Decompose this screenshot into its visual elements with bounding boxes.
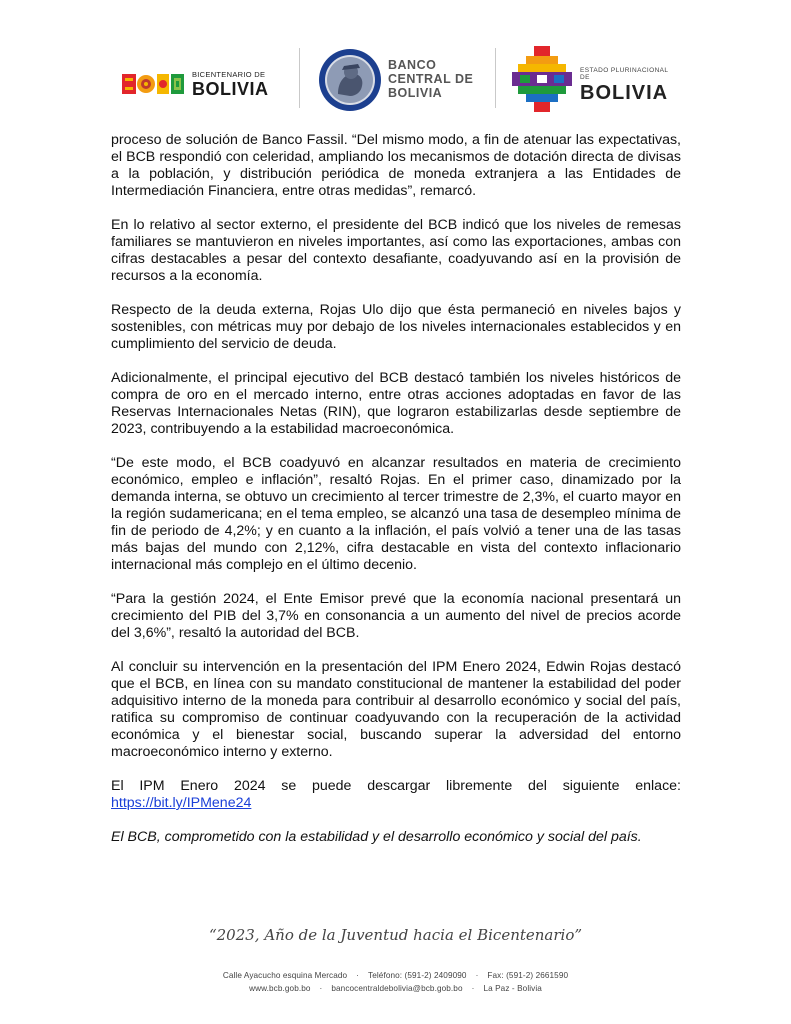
- paragraph: En lo relativo al sector externo, el presidente del BCB indicó que los niveles de remesas familiares se mantuvieron en niveles importantes, así como las exportaciones, ambas con cifras destacables a pesar del contexto desafiante, coadyuvando así en la provisión de recursos a la economía.: [111, 217, 681, 284]
- footer-website[interactable]: www.bcb.gob.bo: [249, 984, 311, 993]
- bcb-seal-icon: [318, 48, 382, 112]
- estado-plurinacional-logo: [512, 46, 672, 116]
- separator-dot: ·: [356, 971, 360, 980]
- footer-contact-line: [0, 984, 791, 993]
- separator-dot: ·: [475, 971, 479, 980]
- paragraph: proceso de solución de Banco Fassil. “Del mismo modo, a fin de atenuar las expectativas, el BCB respondió con celeridad, ampliando los mecanismos de dotación directa de divisas a la población, y distribución periódica de moneda extranjera a las Entidades de Intermediación Financiera, entre otras medidas”, remarcó.: [111, 132, 681, 199]
- footer-fax: Fax: (591-2) 2661590: [487, 971, 569, 980]
- download-paragraph: [111, 778, 681, 812]
- paragraph: Respecto de la deuda externa, Rojas Ulo dijo que ésta permaneció en niveles bajos y sostenibles, con métricas muy por debajo de los niveles internacionales establecidos y en cumplimiento del servicio de deuda.: [111, 302, 681, 352]
- paragraph: “Para la gestión 2024, el Ente Emisor prevé que la economía nacional presentará un crecimiento del PIB del 3,7% en consonancia a un aumento del nivel de precios acorde del 3,6%”, resaltó la autoridad del BCB.: [111, 591, 681, 641]
- paragraph: “De este modo, el BCB coadyuvó en alcanzar resultados en materia de crecimiento económico, empleo e inflación”, resaltó Rojas. En el primer caso, dinamizado por la demanda interna, se obtuvo un crecimiento al tercer trimestre de 2,3%, el cuarto mayor en la región sudamericana; en el tema empleo, se alcanzó una tasa de desempleo mínima de fin de periodo de 4,2%; y en cuanto a la inflación, el país volvió a tener una de las tasas más bajas del mundo con 2,12%, cifra destacable en vista del contexto inflacionario internacional más complejo en el último decenio.: [111, 455, 681, 573]
- bicentenario-emblem-icon: [122, 74, 184, 94]
- estado-big-text: BOLIVIA: [580, 82, 669, 104]
- footer-contact-line: [0, 971, 791, 980]
- footer-phone: Teléfono: (591-2) 2409090: [368, 971, 467, 980]
- bicentenario-big-text: BOLIVIA: [192, 78, 269, 99]
- footer-city: La Paz - Bolivia: [483, 984, 542, 993]
- footer-motto: “2023, Año de la Juventud hacia el Bicentenario”: [208, 926, 583, 944]
- bcb-name-line3: BOLIVIA: [388, 86, 443, 100]
- paragraph: Adicionalmente, el principal ejecutivo del BCB destacó también los niveles históricos de compra de oro en el mercado interno, entre otras acciones adoptadas en favor de las Reservas Internacionales Netas (RIN), que lograron estabilizarlas desde septiembre de 2023, contribuyendo a la estabilidad macroeconómica.: [111, 370, 681, 437]
- press-release-body: [111, 132, 681, 863]
- footer-email[interactable]: bancocentraldebolivia@bcb.gob.bo: [331, 984, 463, 993]
- paragraph: Al concluir su intervención en la presentación del IPM Enero 2024, Edwin Rojas destacó que el BCB, en línea con su mandato constitucional de mantener la estabilidad del poder adquisitivo interno de la moneda para contribuir al desarrollo económico y social del país, ratifica su compromiso de continuar coadyuvando con la recuperación de la actividad económica y el bienestar social, buscando superar la adversidad del entorno macroeconómico interno y externo.: [111, 659, 681, 760]
- bicentenario-small-text: BICENTENARIO DE: [192, 70, 266, 79]
- bcb-logo: [318, 48, 488, 114]
- letterhead: [0, 38, 791, 128]
- bcb-name-line2: CENTRAL DE: [388, 72, 474, 86]
- download-text: El IPM Enero 2024 se puede descargar libremente del siguiente enlace:: [111, 778, 681, 794]
- bicentenario-logo: [122, 71, 277, 97]
- separator-dot: ·: [471, 984, 475, 993]
- footer-address: Calle Ayacucho esquina Mercado: [222, 971, 348, 980]
- wiphala-emblem-icon: [512, 46, 572, 112]
- header-divider: [495, 48, 496, 108]
- separator-dot: ·: [319, 984, 323, 993]
- estado-small-text: ESTADO PLURINACIONAL DE: [580, 67, 669, 81]
- closing-statement: El BCB, comprometido con la estabilidad y el desarrollo económico y social del país.: [111, 829, 642, 845]
- header-divider: [299, 48, 300, 108]
- bcb-name-line1: BANCO: [388, 58, 437, 72]
- download-link[interactable]: https://bit.ly/IPMene24: [111, 795, 252, 811]
